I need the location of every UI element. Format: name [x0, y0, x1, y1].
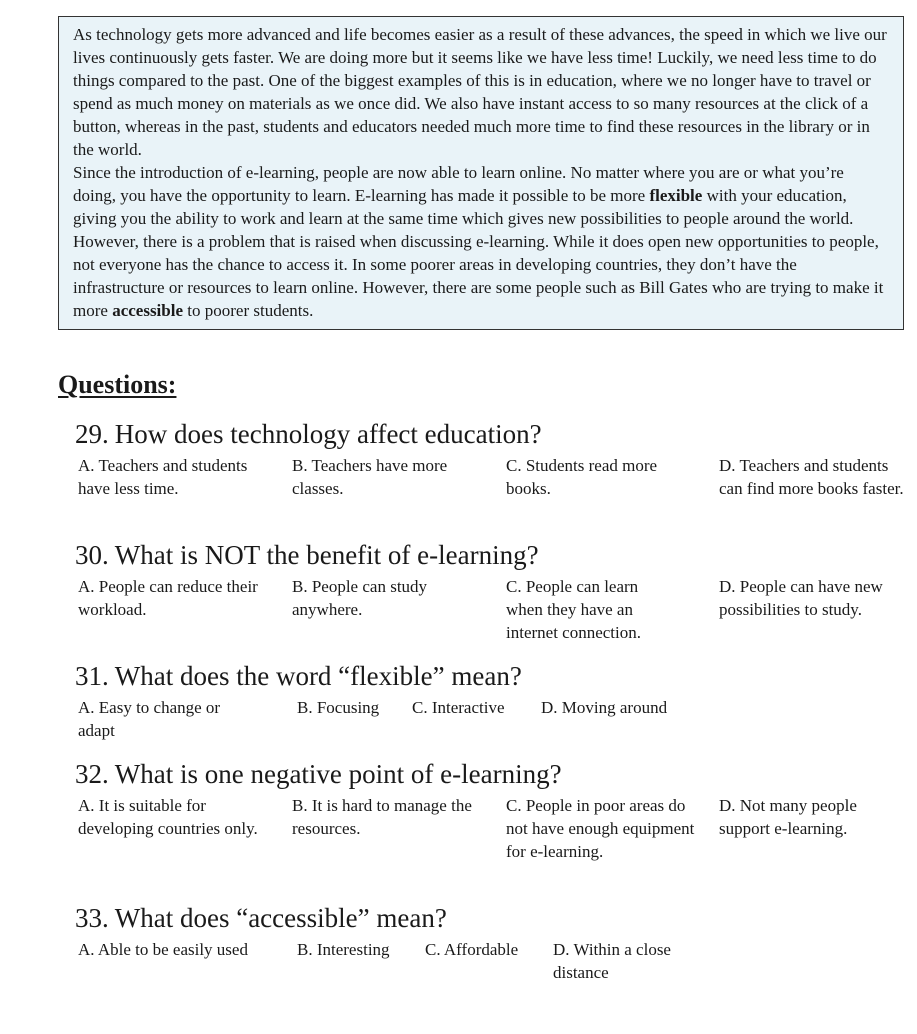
passage-paragraph-3: However, there is a problem that is raised when discussing e-learning. While it does open new opportunities to people, not everyone has the chance to access it. In some poorer areas in developing countries, they don’t have the infrastructure or resources to learn online. However, there are some people such as Bill Gates who are trying to make it more accessible to poorer students. — [73, 232, 884, 320]
question-30 — [75, 539, 915, 671]
question-31-title: 31. What does the word “flexible” mean? — [75, 661, 522, 691]
question-33 — [75, 902, 915, 1034]
option-32-c[interactable]: C. People in poor areas do not have enough equipment for e-learning. — [506, 796, 695, 861]
option-33-a[interactable]: A. Able to be easily used — [78, 940, 248, 959]
question-32-title: 32. What is one negative point of e-learning? — [75, 759, 562, 789]
option-32-b[interactable]: B. It is hard to manage the resources. — [292, 796, 472, 838]
option-29-a[interactable]: A. Teachers and students have less time. — [78, 456, 248, 498]
keyword-accessible: accessible — [112, 301, 184, 320]
option-31-c[interactable]: C. Interactive — [412, 698, 505, 717]
question-30-options — [75, 571, 915, 671]
option-31-d[interactable]: D. Moving around — [541, 698, 668, 717]
option-33-b[interactable]: B. Interesting — [297, 940, 390, 959]
passage-paragraph-1: As technology gets more advanced and life becomes easier as a result of these advances, the speed in which we live our lives continuously gets faster. We are doing more but it seems like we have less time! Luckily, we need less time to do things compared to the past. One of the biggest examples of this is in education, where we no longer have to travel or spend as much money on materials as we once did. We also have instant access to so many resources at the click of a button, whereas in the past, students and educators needed much more time to find these resources in the library or in the world. — [73, 25, 887, 159]
option-33-d[interactable]: D. Within a close distance — [553, 940, 671, 982]
option-31-a[interactable]: A. Easy to change or adapt — [78, 698, 221, 740]
question-33-options — [75, 934, 915, 1034]
question-29-title: 29. How does technology affect education? — [75, 419, 542, 449]
keyword-flexible: flexible — [649, 186, 703, 205]
option-30-d[interactable]: D. People can have new possibilities to study. — [719, 577, 883, 619]
option-32-a[interactable]: A. It is suitable for developing countries only. — [78, 796, 258, 838]
question-33-title: 33. What does “accessible” mean? — [75, 903, 447, 933]
question-30-title: 30. What is NOT the benefit of e-learning? — [75, 540, 539, 570]
option-30-a[interactable]: A. People can reduce their workload. — [78, 577, 258, 619]
option-29-b[interactable]: B. Teachers have more classes. — [292, 456, 448, 498]
option-30-b[interactable]: B. People can study anywhere. — [292, 577, 428, 619]
option-32-d[interactable]: D. Not many people support e-learning. — [719, 796, 857, 838]
question-32 — [75, 758, 915, 890]
question-29-options — [75, 450, 915, 550]
question-32-options — [75, 790, 915, 890]
question-29 — [75, 418, 915, 550]
option-29-c[interactable]: C. Students read more books. — [506, 456, 658, 498]
option-31-b[interactable]: B. Focusing — [297, 698, 380, 717]
option-33-c[interactable]: C. Affordable — [425, 940, 519, 959]
passage-paragraph-2: Since the introduction of e-learning, people are now able to learn online. No matter where you are or what you’re doing, you have the opportunity to learn. E-learning has made it possible to be more flexible with your education, giving you the ability to work and learn at the same time which gives new possibilities to people around the world. — [73, 163, 854, 228]
reading-passage — [58, 16, 904, 330]
option-30-c[interactable]: C. People can learn when they have an internet connection. — [506, 577, 642, 642]
questions-heading: Questions: — [58, 370, 177, 399]
option-29-d[interactable]: D. Teachers and students can find more books faster. — [719, 456, 904, 498]
